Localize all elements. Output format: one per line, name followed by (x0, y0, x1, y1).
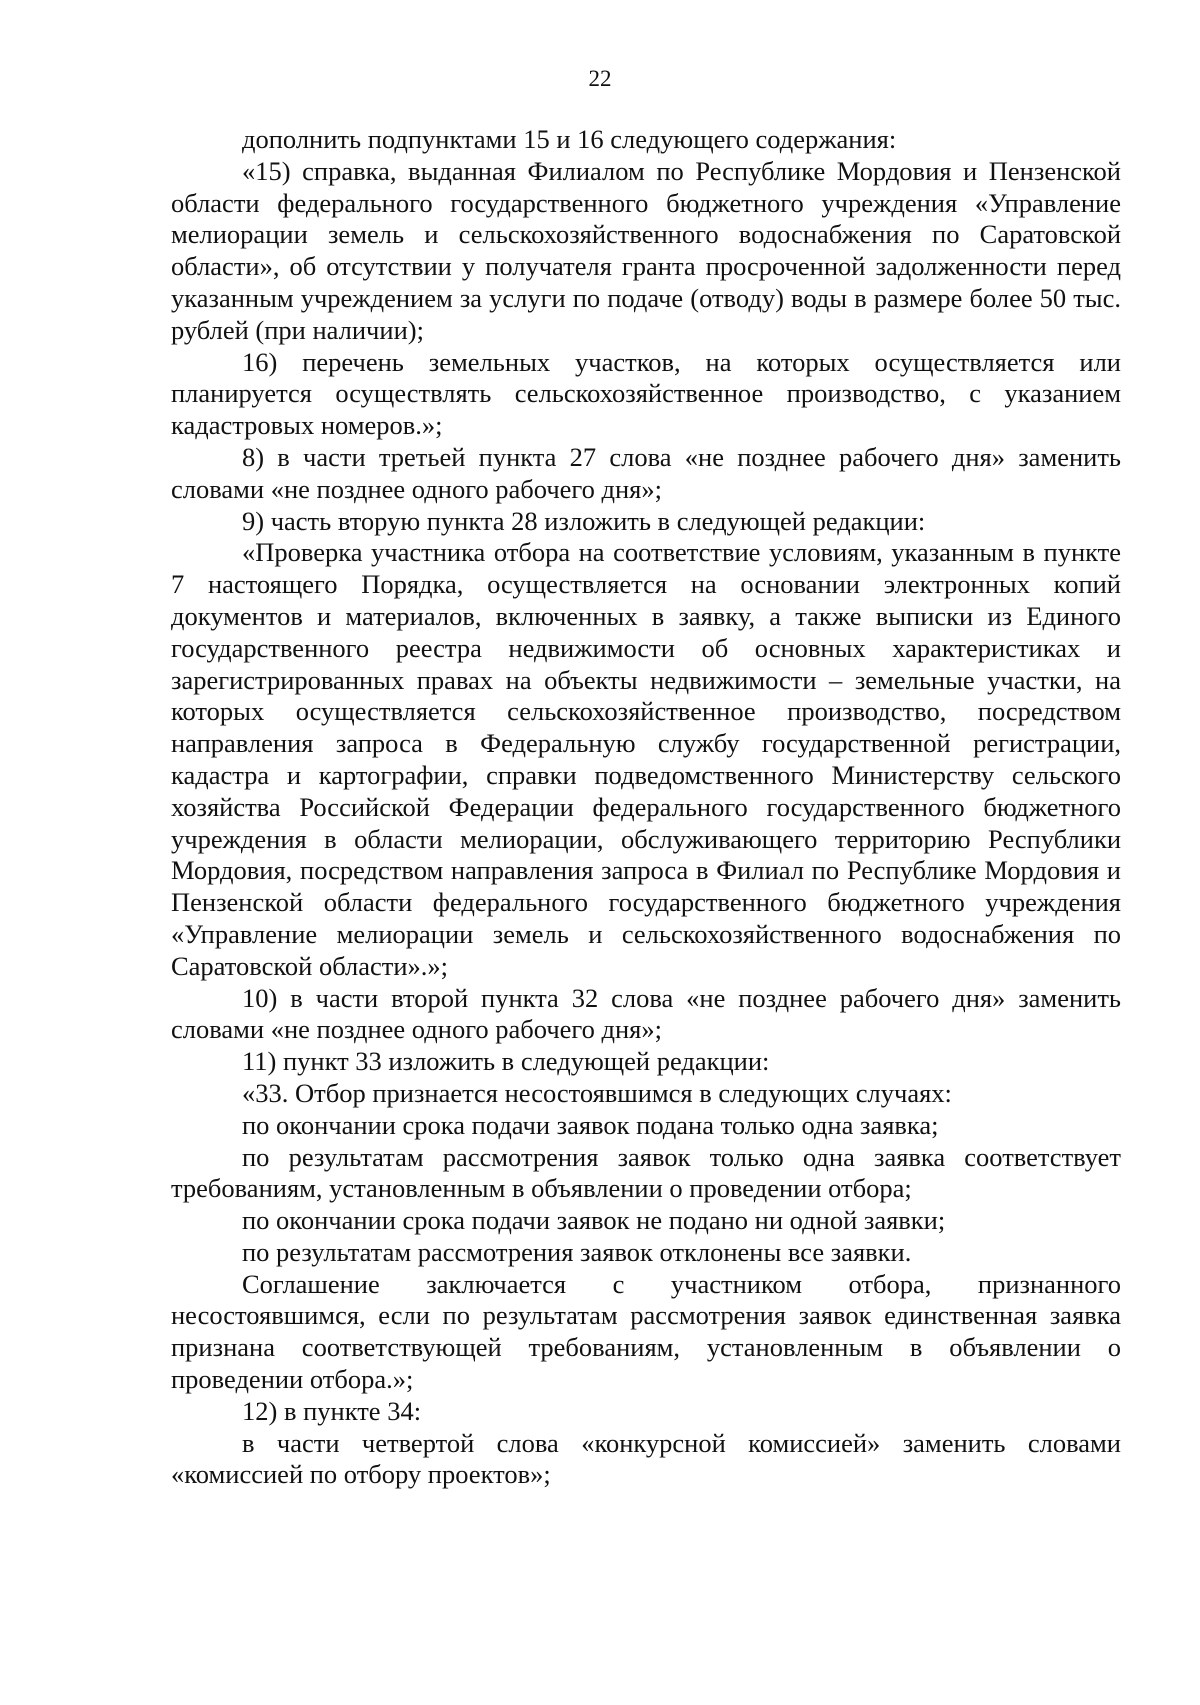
paragraph: «33. Отбор признается несостоявшимся в следующих случаях: (242, 1077, 952, 1108)
paragraph: в части четвертой слова «конкурсной комиссией» заменить словами «комиссией по отбору проектов»; (171, 1427, 1121, 1490)
paragraph: «Проверка участника отбора на соответствие условиям, указанным в пункте 7 настоящего Порядка, осуществляется на основании электронных копий документов и материалов, включенных в заявку, а также выписки из Единого государственного реестра недвижимости об основных характеристиках и зарегистрированных правах на объекты недвижимости – земельные участки, на которых осуществляется сельскохозяйственное производство, посредством направления запроса в Федеральную службу государственной регистрации, кадастра и картографии, справки подведомственного Министерству сельского хозяйства Российской Федерации федерального государственного бюджетного учреждения в области мелиорации, обслуживающего территорию Республики Мордовия, посредством направления запроса в Филиал по Республике Мордовия и Пензенской области федерального государственного бюджетного учреждения «Управление мелиорации земель и сельскохозяйственного водоснабжения по Саратовской области».»; (171, 537, 1121, 981)
paragraph: по окончании срока подачи заявок не подано ни одной заявки; (242, 1205, 946, 1236)
paragraph: по окончании срока подачи заявок подана только одна заявка; (242, 1109, 939, 1140)
paragraph: 8) в части третьей пункта 27 слова «не позднее рабочего дня» заменить словами «не позднее одного рабочего дня»; (171, 441, 1121, 504)
paragraph: 10) в части второй пункта 32 слова «не позднее рабочего дня» заменить словами «не позднее одного рабочего дня»; (171, 982, 1121, 1045)
paragraph: Соглашение заключается с участником отбора, признанного несостоявшимся, если по результатам рассмотрения заявок единственная заявка признана соответствующей требованиям, установленным в объявлении о проведении отбора.»; (171, 1268, 1121, 1395)
paragraph: 16) перечень земельных участков, на которых осуществляется или планируется осуществлять сельскохозяйственное производство, с указанием кадастровых номеров.»; (171, 346, 1121, 441)
paragraph: 9) часть вторую пункта 28 изложить в следующей редакции: (242, 505, 926, 536)
paragraph: 11) пункт 33 изложить в следующей редакции: (242, 1046, 770, 1077)
paragraph: по результатам рассмотрения заявок только одна заявка соответствует требованиям, установленным в объявлении о проведении отбора; (171, 1141, 1121, 1204)
document-body (171, 124, 1121, 1491)
paragraph: дополнить подпунктами 15 и 16 следующего содержания: (242, 124, 897, 154)
page-number: 22 (588, 66, 612, 91)
paragraph: «15) справка, выданная Филиалом по Республике Мордовия и Пензенской области федерального государственного бюджетного учреждения «Управление мелиорации земель и сельскохозяйственного водоснабжения по Саратовской области», об отсутствии у получателя гранта просроченной задолженности перед указанным учреждением за услуги по подаче (отводу) воды в размере более 50 тыс. рублей (при наличии); (171, 155, 1121, 345)
paragraph: 12) в пункте 34: (242, 1395, 422, 1426)
paragraph: по результатам рассмотрения заявок отклонены все заявки. (242, 1236, 912, 1267)
